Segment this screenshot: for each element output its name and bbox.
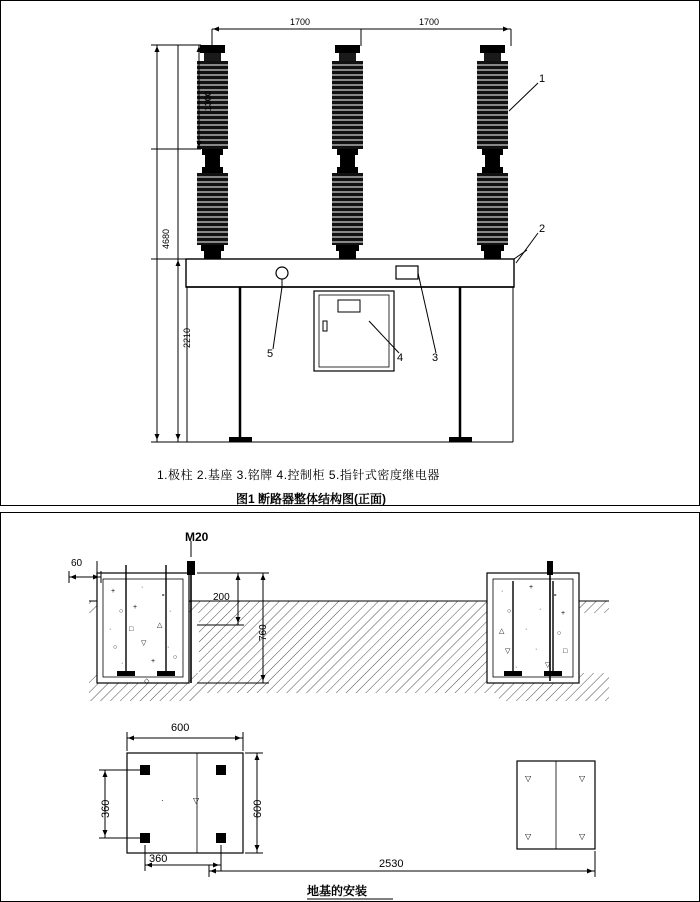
svg-text:·: · [169, 608, 172, 615]
foundation-drawing [1, 513, 700, 902]
svg-text:·: · [501, 588, 504, 595]
svg-text:+: + [529, 584, 534, 591]
dim-bolt-m20: M20 [185, 530, 209, 544]
svg-text:◇: ◇ [144, 678, 150, 685]
svg-text:△: △ [157, 622, 163, 629]
svg-text:·: · [515, 664, 518, 671]
foundation-title: 地基的安装 [307, 884, 368, 898]
dim-base-height: 2210 [182, 327, 192, 348]
svg-text:▽: ▽ [545, 662, 551, 669]
svg-text:·: · [539, 606, 542, 613]
svg-text:△: △ [499, 628, 505, 635]
svg-text:○: ○ [113, 644, 118, 651]
svg-text:·: · [525, 626, 528, 633]
svg-text:·: · [161, 796, 164, 805]
dim-total-height: 4680 [161, 228, 171, 249]
svg-text:▽: ▽ [579, 832, 586, 841]
top-figure-drawing [1, 1, 700, 507]
legend-text: 1.极柱 2.基座 3.铭牌 4.控制柜 5.指针式密度继电器 [157, 468, 440, 482]
svg-text:▽: ▽ [579, 774, 586, 783]
svg-text:▽: ▽ [141, 640, 147, 647]
svg-text:·: · [141, 584, 144, 591]
svg-text:○: ○ [119, 608, 124, 615]
svg-text:·: · [535, 646, 538, 653]
svg-text:○: ○ [173, 654, 178, 661]
dim-edge-60: 60 [71, 558, 83, 569]
svg-text:+: + [561, 610, 566, 617]
callout-2: 2 [539, 223, 546, 235]
svg-text:·: · [167, 644, 170, 651]
svg-text:▽: ▽ [525, 832, 532, 841]
dim-insulator-height: 1300 [203, 90, 213, 111]
svg-text:▽: ▽ [193, 796, 200, 805]
dim-overall-2530: 2530 [379, 858, 404, 870]
svg-text:○: ○ [507, 608, 512, 615]
dim-plate-width-600: 600 [171, 722, 190, 734]
svg-text:□: □ [129, 626, 134, 633]
svg-text:∘: ∘ [553, 592, 558, 599]
svg-text:▽: ▽ [505, 648, 511, 655]
callout-5: 5 [267, 348, 274, 360]
dim-plate-height-600: 600 [252, 799, 264, 818]
dim-depth-760: 760 [258, 624, 269, 641]
svg-text:·: · [109, 626, 112, 633]
dim-hole-spacing-x-360: 360 [149, 853, 168, 865]
svg-text:▽: ▽ [525, 774, 532, 783]
dim-span-right: 1700 [419, 17, 440, 27]
figure-1-title: 图1 断路器整体结构图(正面) [236, 492, 387, 506]
dim-hole-spacing-y-360: 360 [100, 799, 112, 818]
svg-text:+: + [151, 658, 156, 665]
dim-depth-200: 200 [213, 592, 230, 603]
svg-text:□: □ [563, 648, 568, 655]
callout-3: 3 [432, 352, 439, 364]
bottom-figure-panel [0, 512, 700, 902]
callout-1: 1 [539, 73, 546, 85]
svg-text:·: · [121, 660, 124, 667]
svg-text:+: + [133, 604, 138, 611]
dim-span-left: 1700 [290, 17, 311, 27]
callout-4: 4 [397, 352, 404, 364]
svg-text:○: ○ [557, 630, 562, 637]
svg-text:+: + [111, 588, 116, 595]
svg-text:∘: ∘ [161, 592, 166, 599]
